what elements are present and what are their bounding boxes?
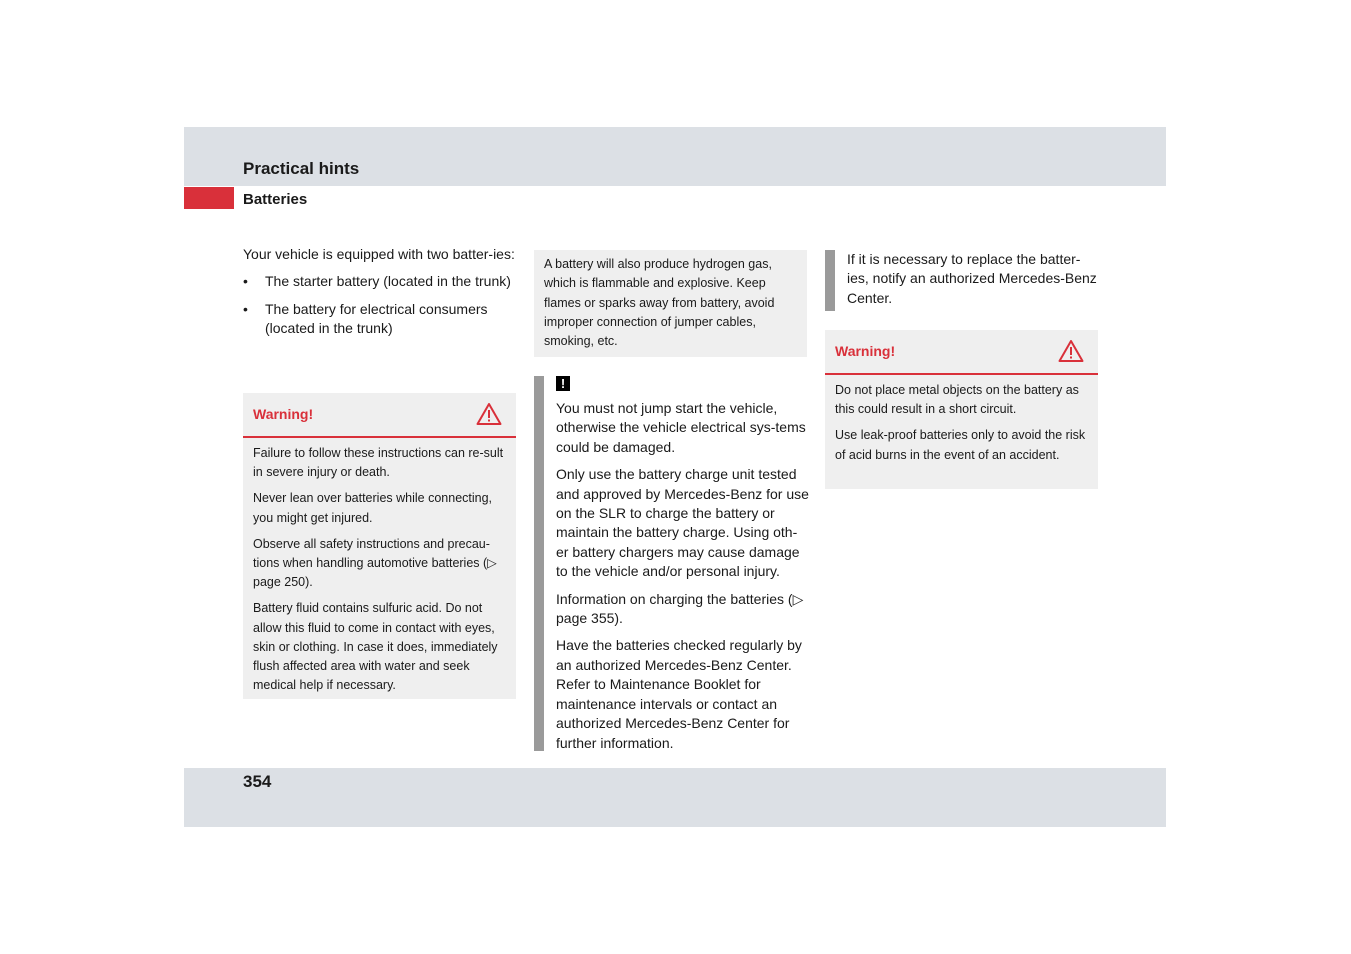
- notice-paragraph: Information on charging the batteries (▷ page 355).: [556, 590, 804, 627]
- warning-header: [825, 330, 1098, 375]
- note-bar: [825, 250, 835, 311]
- list-item: • The battery for electrical consumers (located in the trunk): [243, 300, 515, 339]
- footer-band: [184, 768, 1166, 827]
- replace-text: If it is necessary to replace the batter-ies, notify an authorized Mercedes-Benz Center.: [847, 251, 1097, 306]
- notice-paragraph: You must not jump start the vehicle, otherwise the vehicle electrical sys-tems could be damaged.: [556, 400, 806, 455]
- column-1: [243, 245, 515, 347]
- notice-block: [534, 376, 809, 761]
- page-number: 354: [243, 772, 272, 791]
- hydrogen-note: [534, 250, 807, 357]
- warning-label: Warning!: [253, 406, 314, 422]
- warning-box-2: [825, 330, 1098, 489]
- warning-box-1: [243, 393, 516, 699]
- warning-paragraph: Observe all safety instructions and precau-tions when handling automotive batteries (▷ page 250).: [253, 536, 497, 590]
- intro-text: Your vehicle is equipped with two batter-ies:: [243, 246, 515, 262]
- notice-bar: [534, 376, 544, 751]
- warning-paragraph: Failure to follow these instructions can re-sult in severe injury or death.: [253, 446, 504, 480]
- warning-body: [243, 438, 516, 710]
- warning-paragraph: Battery fluid contains sulfuric acid. Do not allow this fluid to come in contact with eyes, skin or clothing. In case it does, immediately flush affected area with water and seek medical help if necessary.: [253, 601, 498, 693]
- warning-label: Warning!: [835, 343, 896, 359]
- battery-list: [243, 272, 515, 338]
- warning-paragraph: Do not place metal objects on the battery as this could result in a short circuit.: [835, 383, 1079, 417]
- section-title: Practical hints: [243, 159, 360, 178]
- warning-paragraph: Use leak-proof batteries only to avoid the risk of acid burns in the event of an accident.: [835, 428, 1086, 462]
- warning-triangle-icon: [1058, 339, 1084, 363]
- sub-title: Batteries: [243, 191, 308, 208]
- section-marker: [184, 187, 234, 209]
- warning-body: [825, 375, 1098, 480]
- notice-content: [556, 376, 809, 753]
- notice-paragraph: Only use the battery charge unit tested and approved by Mercedes-Benz for use on the SLR to charge the battery or maintain the battery charge. Using oth-er battery chargers may cause damage to the vehicle and/or personal injury.: [556, 466, 809, 580]
- note-text: A battery will also produce hydrogen gas, which is flammable and explosive. Keep flames or sparks away from battery, avoid improper connection of jumper cables, smoking, etc.: [544, 257, 775, 349]
- warning-triangle-icon: [476, 402, 502, 426]
- notice-paragraph: Have the batteries checked regularly by an authorized Mercedes-Benz Center. Refer to Maintenance Booklet for maintenance intervals or contact an authorized Mercedes-Benz Center for further information.: [556, 637, 802, 751]
- exclamation-icon: !: [556, 376, 570, 391]
- warning-paragraph: Never lean over batteries while connecting, you might get injured.: [253, 491, 493, 525]
- list-item: • The starter battery (located in the trunk): [243, 272, 515, 291]
- warning-header: [243, 393, 516, 438]
- replace-note: [825, 250, 1100, 308]
